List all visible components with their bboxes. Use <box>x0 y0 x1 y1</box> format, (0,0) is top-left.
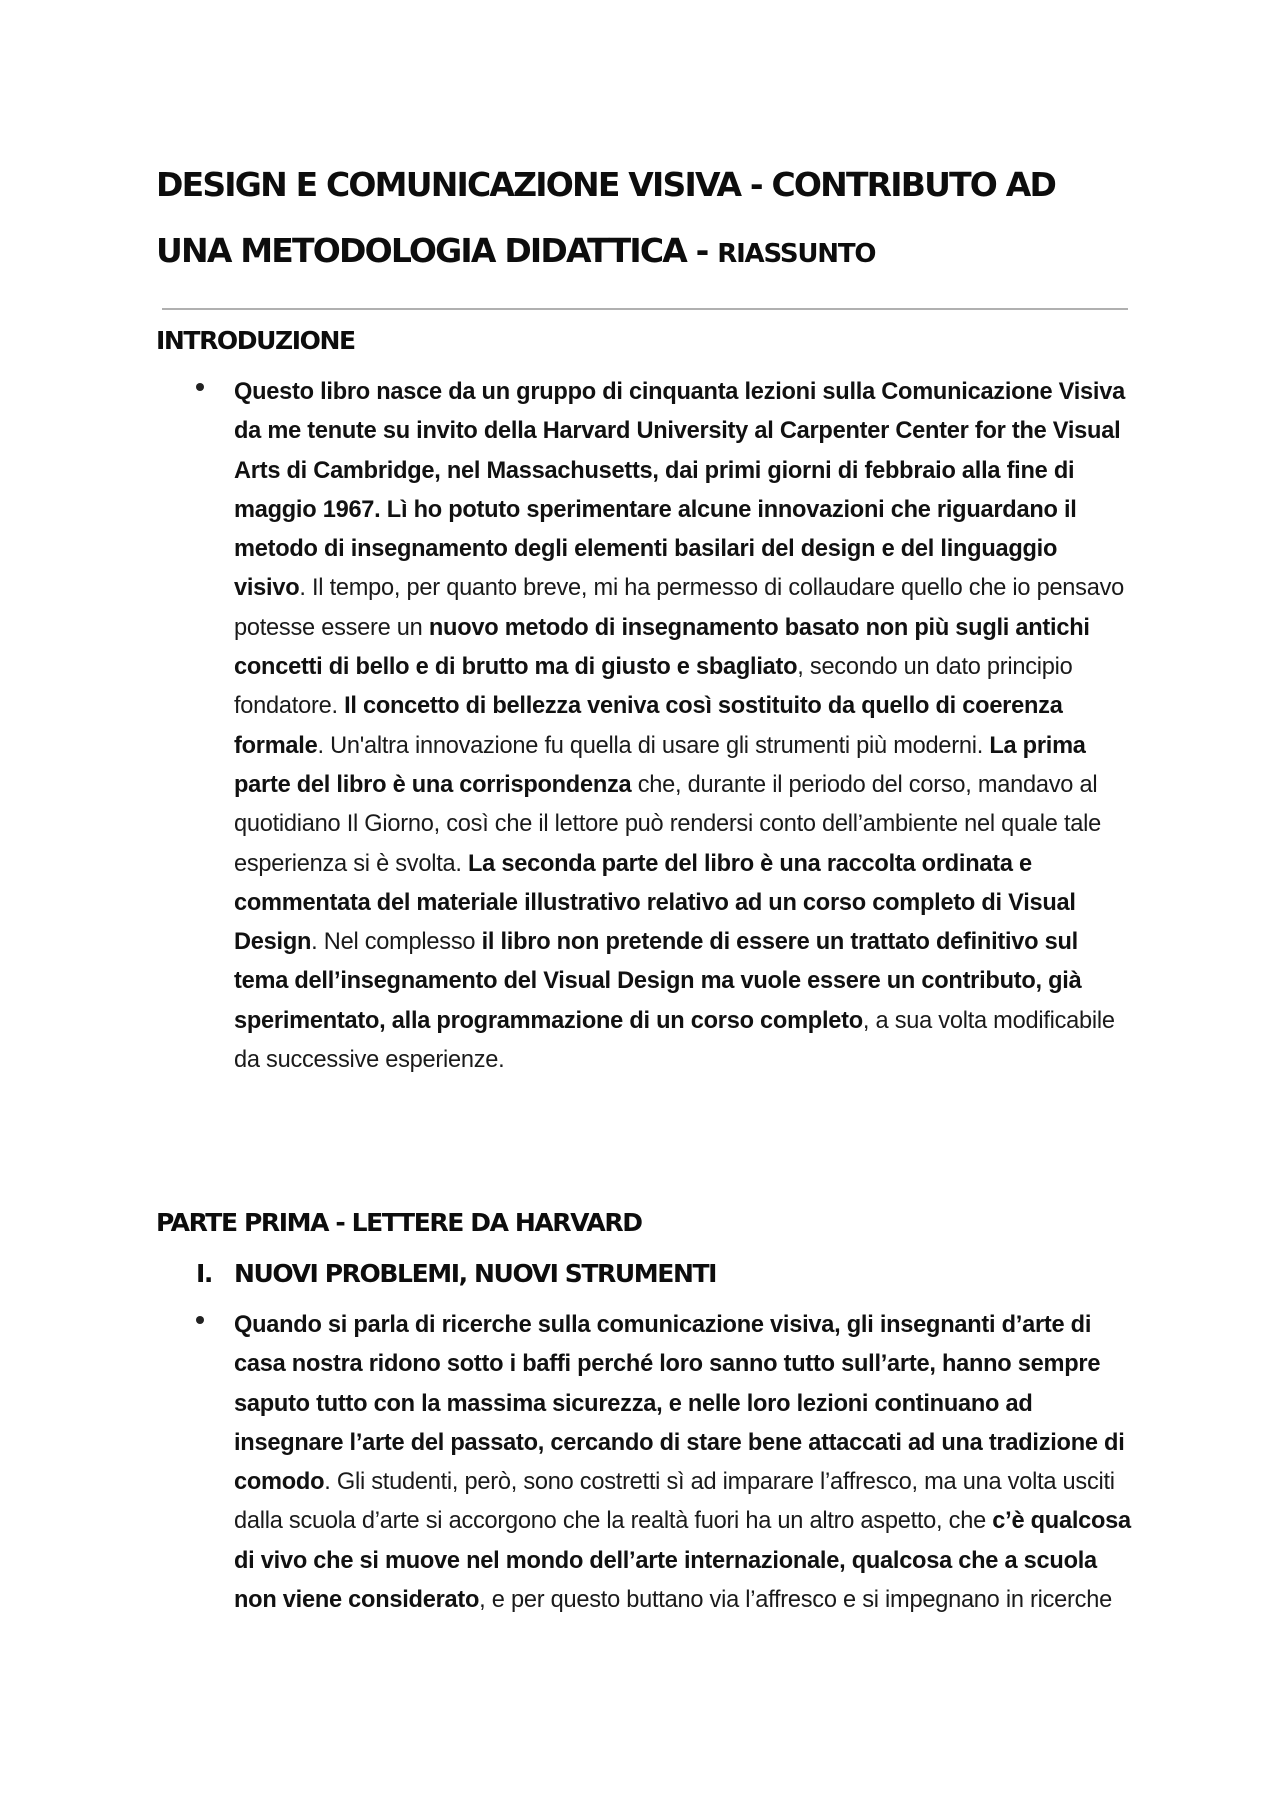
bold-text-run: Il concetto di bellezza veniva così sostituito da quello di coerenza formale <box>234 693 1063 759</box>
text-run: . Un'altra innovazione fu quella di usare gli strumenti più moderni. <box>317 732 990 759</box>
bold-text-run: nuovo metodo di insegnamento basato non più sugli antichi concetti di bello e di brutto ma di giusto e sbagliato <box>234 614 1090 681</box>
text-run: , secondo un dato principio fondatore. <box>234 654 1073 720</box>
text-run: , a sua volta modificabile da successive esperienze. <box>234 1007 1115 1074</box>
bullet-dot <box>196 1316 204 1324</box>
paragraph-introduzione <box>234 373 1134 1080</box>
bullet-dot <box>196 383 204 391</box>
text-run: , e per questo buttano via l’affresco e si impegnano in ricerche <box>479 1587 1112 1614</box>
text-run: . Nel complesso <box>311 929 482 956</box>
section-heading-introduzione: INTRODUZIONE <box>156 326 355 355</box>
bullet-item-nuovi-problemi <box>196 1306 1136 1620</box>
title-main: DESIGN E COMUNICAZIONE VISIVA - CONTRIBUTO AD UNA METODOLOGIA DIDATTICA - <box>156 165 1056 270</box>
text-run: che, durante il periodo del corso, mandavo al quotidiano Il Giorno, così che il lettore può rendersi conto dell’ambiente nel quale tale esperienza si è svolta. <box>234 771 1101 877</box>
chapter-number: I. <box>196 1259 212 1288</box>
bold-text-run: il libro non pretende di essere un trattato definitivo sul tema dell’insegnamento del Visual Design ma vuole essere un contributo, già sperimentato, alla programmazione di un corso completo <box>234 929 1082 1034</box>
paragraph-nuovi-problemi <box>234 1306 1134 1620</box>
bold-text-run: La seconda parte del libro è una raccolta ordinata e commentata del materiale illustrativo relativo ad un corso completo di Visual Design <box>234 850 1076 956</box>
bold-text-run: Questo libro nasce da un gruppo di cinquanta lezioni sulla Comunicazione Visiva da me tenute su invito della Harvard University al Carpenter Center for the Visual Arts di Cambridge, nel Massachusetts, dai primi giorni di febbraio alla fine di maggio 1967. Lì ho potuto sperimentare alcune innovazioni che riguardano il metodo di insegnamento degli elementi basilari del design e del linguaggio visivo <box>234 379 1125 602</box>
bold-text-run: Quando si parla di ricerche sulla comunicazione visiva, gli insegnanti d’arte di casa nostra ridono sotto i baffi perché loro sanno tutto sull’arte, hanno sempre saputo tutto con la massima sicurezza, e nelle loro lezioni continuano ad insegnare l’arte del passato, cercando di stare bene attaccati ad una tradizione di comodo <box>234 1312 1125 1496</box>
section-heading-parte-prima: PARTE PRIMA - LETTERE DA HARVARD <box>156 1208 642 1237</box>
title-suffix: RIASSUNTO <box>717 239 876 269</box>
bold-text-run: c’è qualcosa di vivo che si muove nel mondo dell’arte internazionale, qualcosa che a scuola non viene considerato <box>234 1508 1131 1614</box>
bold-text-run: La prima parte del libro è una corrispondenza <box>234 732 1086 798</box>
chapter-title: NUOVI PROBLEMI, NUOVI STRUMENTI <box>234 1259 717 1288</box>
title-divider <box>162 308 1128 310</box>
document-title <box>156 152 1136 287</box>
text-run: . Il tempo, per quanto breve, mi ha permesso di collaudare quello che io pensavo potesse essere un <box>234 575 1125 641</box>
chapter-heading <box>196 1259 716 1288</box>
text-run: . Gli studenti, però, sono costretti sì ad imparare l’affresco, ma una volta usciti dalla scuola d’arte si accorgono che la realtà fuori ha un altro aspetto, che <box>234 1469 1115 1535</box>
bullet-item-introduzione <box>196 373 1136 1080</box>
